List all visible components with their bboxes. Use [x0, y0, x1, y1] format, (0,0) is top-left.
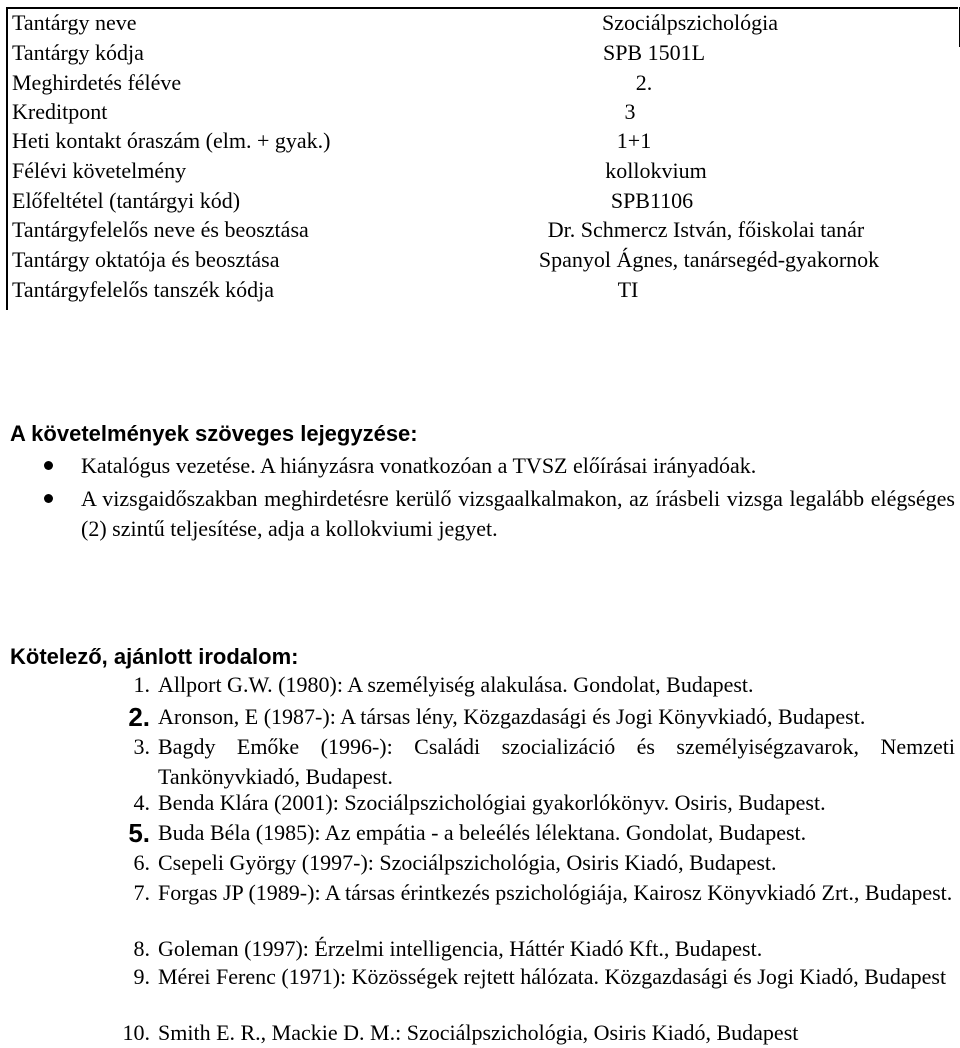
info-row-credits: [6, 97, 946, 126]
info-value: Spanyol Ágnes, tanársegéd-gyakornok: [538, 247, 880, 272]
info-value: Dr. Schmercz István, főiskolai tanár: [547, 217, 865, 242]
info-value: 2.: [635, 70, 653, 95]
info-label: Tantárgy oktatója és beosztása: [12, 247, 280, 272]
info-label: Félévi követelmény: [12, 158, 187, 183]
info-row-semester: [6, 68, 946, 97]
info-value: SPB1106: [610, 188, 694, 213]
literature-heading: Kötelező, ajánlott irodalom:: [10, 644, 299, 669]
info-label: Tantárgy kódja: [12, 40, 144, 65]
info-label: Tantárgyfelelős tanszék kódja: [12, 277, 274, 302]
literature-text: Csepeli György (1997-): Szociálpszichológia, Osiris Kiadó, Budapest.: [158, 850, 777, 875]
info-row-instructor: [6, 245, 946, 274]
info-row-contact-hours: [6, 126, 946, 155]
info-value: 1+1: [616, 128, 652, 153]
requirement-item: Katalógus vezetése. A hiányzásra vonatkozóan a TVSZ előírásai irányadóak.: [81, 453, 757, 478]
info-row-subject-name: [6, 8, 946, 37]
literature-text: Aronson, E (1987-): A társas lény, Közgazdasági és Jogi Könyvkiadó, Budapest.: [158, 704, 866, 729]
literature-number: 4.: [133, 790, 150, 815]
literature-text: Smith E. R., Mackie D. M.: Szociálpszichológia, Osiris Kiadó, Budapest: [158, 1020, 799, 1045]
info-row-prerequisite: [6, 186, 946, 215]
info-label: Előfeltétel (tantárgyi kód): [12, 188, 241, 213]
literature-number: 2.: [128, 702, 150, 732]
info-value: 3: [624, 99, 636, 124]
literature-text: Goleman (1997): Érzelmi intelligencia, Háttér Kiadó Kft., Budapest.: [158, 936, 763, 961]
requirements-heading: A követelmények szöveges lejegyzése:: [10, 421, 418, 446]
literature-text: Mérei Ferenc (1971): Közösségek rejtett hálózata. Közgazdasági és Jogi Kiadó, Budapest: [158, 964, 947, 989]
info-label: Heti kontakt óraszám (elm. + gyak.): [12, 128, 331, 153]
literature-number: 3.: [133, 734, 150, 759]
info-label: Tantárgyfelelős neve és beosztása: [12, 217, 309, 242]
info-value: TI: [617, 277, 639, 302]
literature-text: Bagdy Emőke (1996-): Családi szocializáció és személyiségzavarok, Nemzeti Tankönyvkiadó, Budapest.: [158, 734, 955, 789]
info-row-responsible: [6, 215, 946, 244]
literature-number: 9.: [133, 964, 150, 989]
literature-number: 5.: [128, 818, 150, 848]
literature-text: Buda Béla (1985): Az empátia - a beleélés lélektana. Gondolat, Budapest.: [158, 820, 807, 845]
literature-number: 10.: [122, 1020, 150, 1045]
literature-text: Forgas JP (1989-): A társas érintkezés pszichológiája, Kairosz Könyvkiadó Zrt., Budapest.: [158, 880, 953, 905]
literature-number: 8.: [133, 936, 150, 961]
info-label: Tantárgy neve: [12, 10, 137, 35]
info-value: Szociálpszichológia: [602, 10, 778, 35]
literature-number: 1.: [133, 672, 150, 697]
literature-number: 6.: [133, 850, 150, 875]
literature-text: Benda Klára (2001): Szociálpszichológiai gyakorlókönyv. Osiris, Budapest.: [158, 790, 826, 815]
literature-text: Allport G.W. (1980): A személyiség alakulása. Gondolat, Budapest.: [158, 672, 754, 697]
requirement-item: A vizsgaidőszakban meghirdetésre kerülő vizsgaalkalmakon, az írásbeli vizsga legalább elégséges (2) szintű teljesítése, adja a kollokviumi jegyet.: [81, 486, 955, 541]
info-row-requirement: [6, 156, 946, 185]
literature-number: 7.: [133, 880, 150, 905]
info-row-subject-code: [6, 38, 946, 67]
info-label: Kreditpont: [12, 99, 108, 124]
info-value: SPB 1501L: [602, 40, 706, 65]
info-label: Meghirdetés féléve: [12, 70, 182, 95]
bullet-icon: [44, 494, 53, 503]
info-row-department: [6, 275, 946, 304]
bullet-icon: [44, 461, 53, 470]
info-value: kollokvium: [605, 158, 707, 183]
